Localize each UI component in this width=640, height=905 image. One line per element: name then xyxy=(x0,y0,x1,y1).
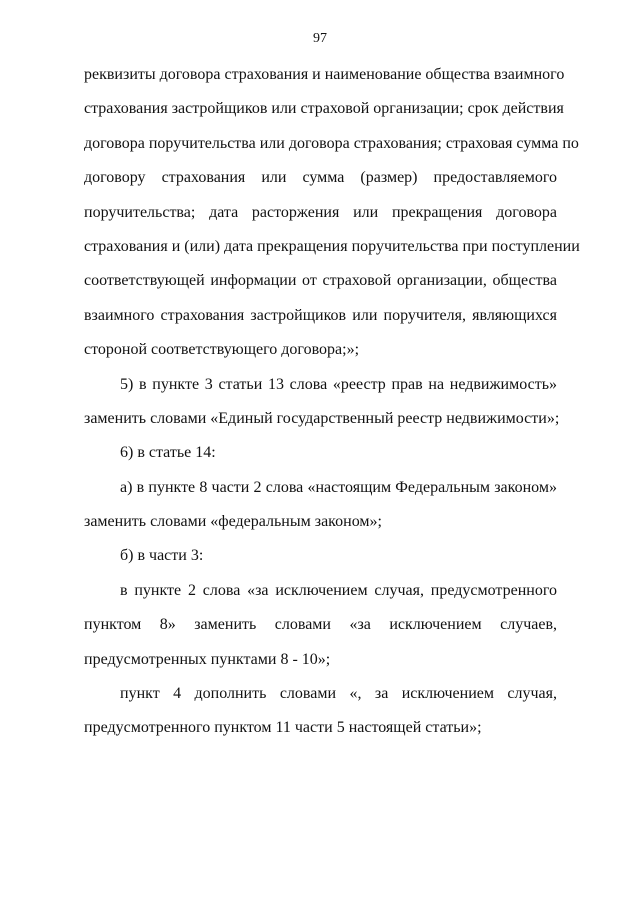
text-line: заменить словами «Единый государственный реестр недвижимости»; xyxy=(84,409,560,427)
text-line: взаимного страхования застройщиков или поручителя, являющихся xyxy=(84,306,557,324)
text-line: пункт 4 дополнить словами «, за исключением случая, xyxy=(120,685,557,703)
text-line: а) в пункте 8 части 2 слова «настоящим Федеральным законом» xyxy=(120,478,557,496)
text-line: соответствующей информации от страховой организации, общества xyxy=(84,272,557,290)
text-line: стороной соответствующего договора;»; xyxy=(84,341,360,359)
page-number: 97 xyxy=(313,31,327,46)
text-line: пунктом 8» заменить словами «за исключением случаев, xyxy=(84,616,557,634)
text-line: предусмотренных пунктами 8 - 10»; xyxy=(84,650,331,668)
text-line: реквизиты договора страхования и наименование общества взаимного xyxy=(84,66,565,83)
text-line: заменить словами «федеральным законом»; xyxy=(84,513,382,531)
text-line: в пункте 2 слова «за исключением случая, предусмотренного xyxy=(120,581,557,599)
text-line: договора поручительства или договора страхования; страховая сумма по xyxy=(84,134,579,152)
text-line: договору страхования или сумма (размер) предоставляемого xyxy=(84,169,557,187)
text-line: поручительства; дата расторжения или прекращения договора xyxy=(84,203,557,221)
text-line: страхования застройщиков или страховой организации; срок действия xyxy=(84,100,564,118)
text-line: 6) в статье 14: xyxy=(120,444,216,462)
text-line: б) в части 3: xyxy=(120,547,204,565)
text-line: страхования и (или) дата прекращения поручительства при поступлении xyxy=(84,237,580,255)
text-line: предусмотренного пунктом 11 части 5 настоящей статьи»; xyxy=(84,719,482,737)
text-line: 5) в пункте 3 статьи 13 слова «реестр прав на недвижимость» xyxy=(120,375,557,393)
document-body xyxy=(84,58,580,746)
